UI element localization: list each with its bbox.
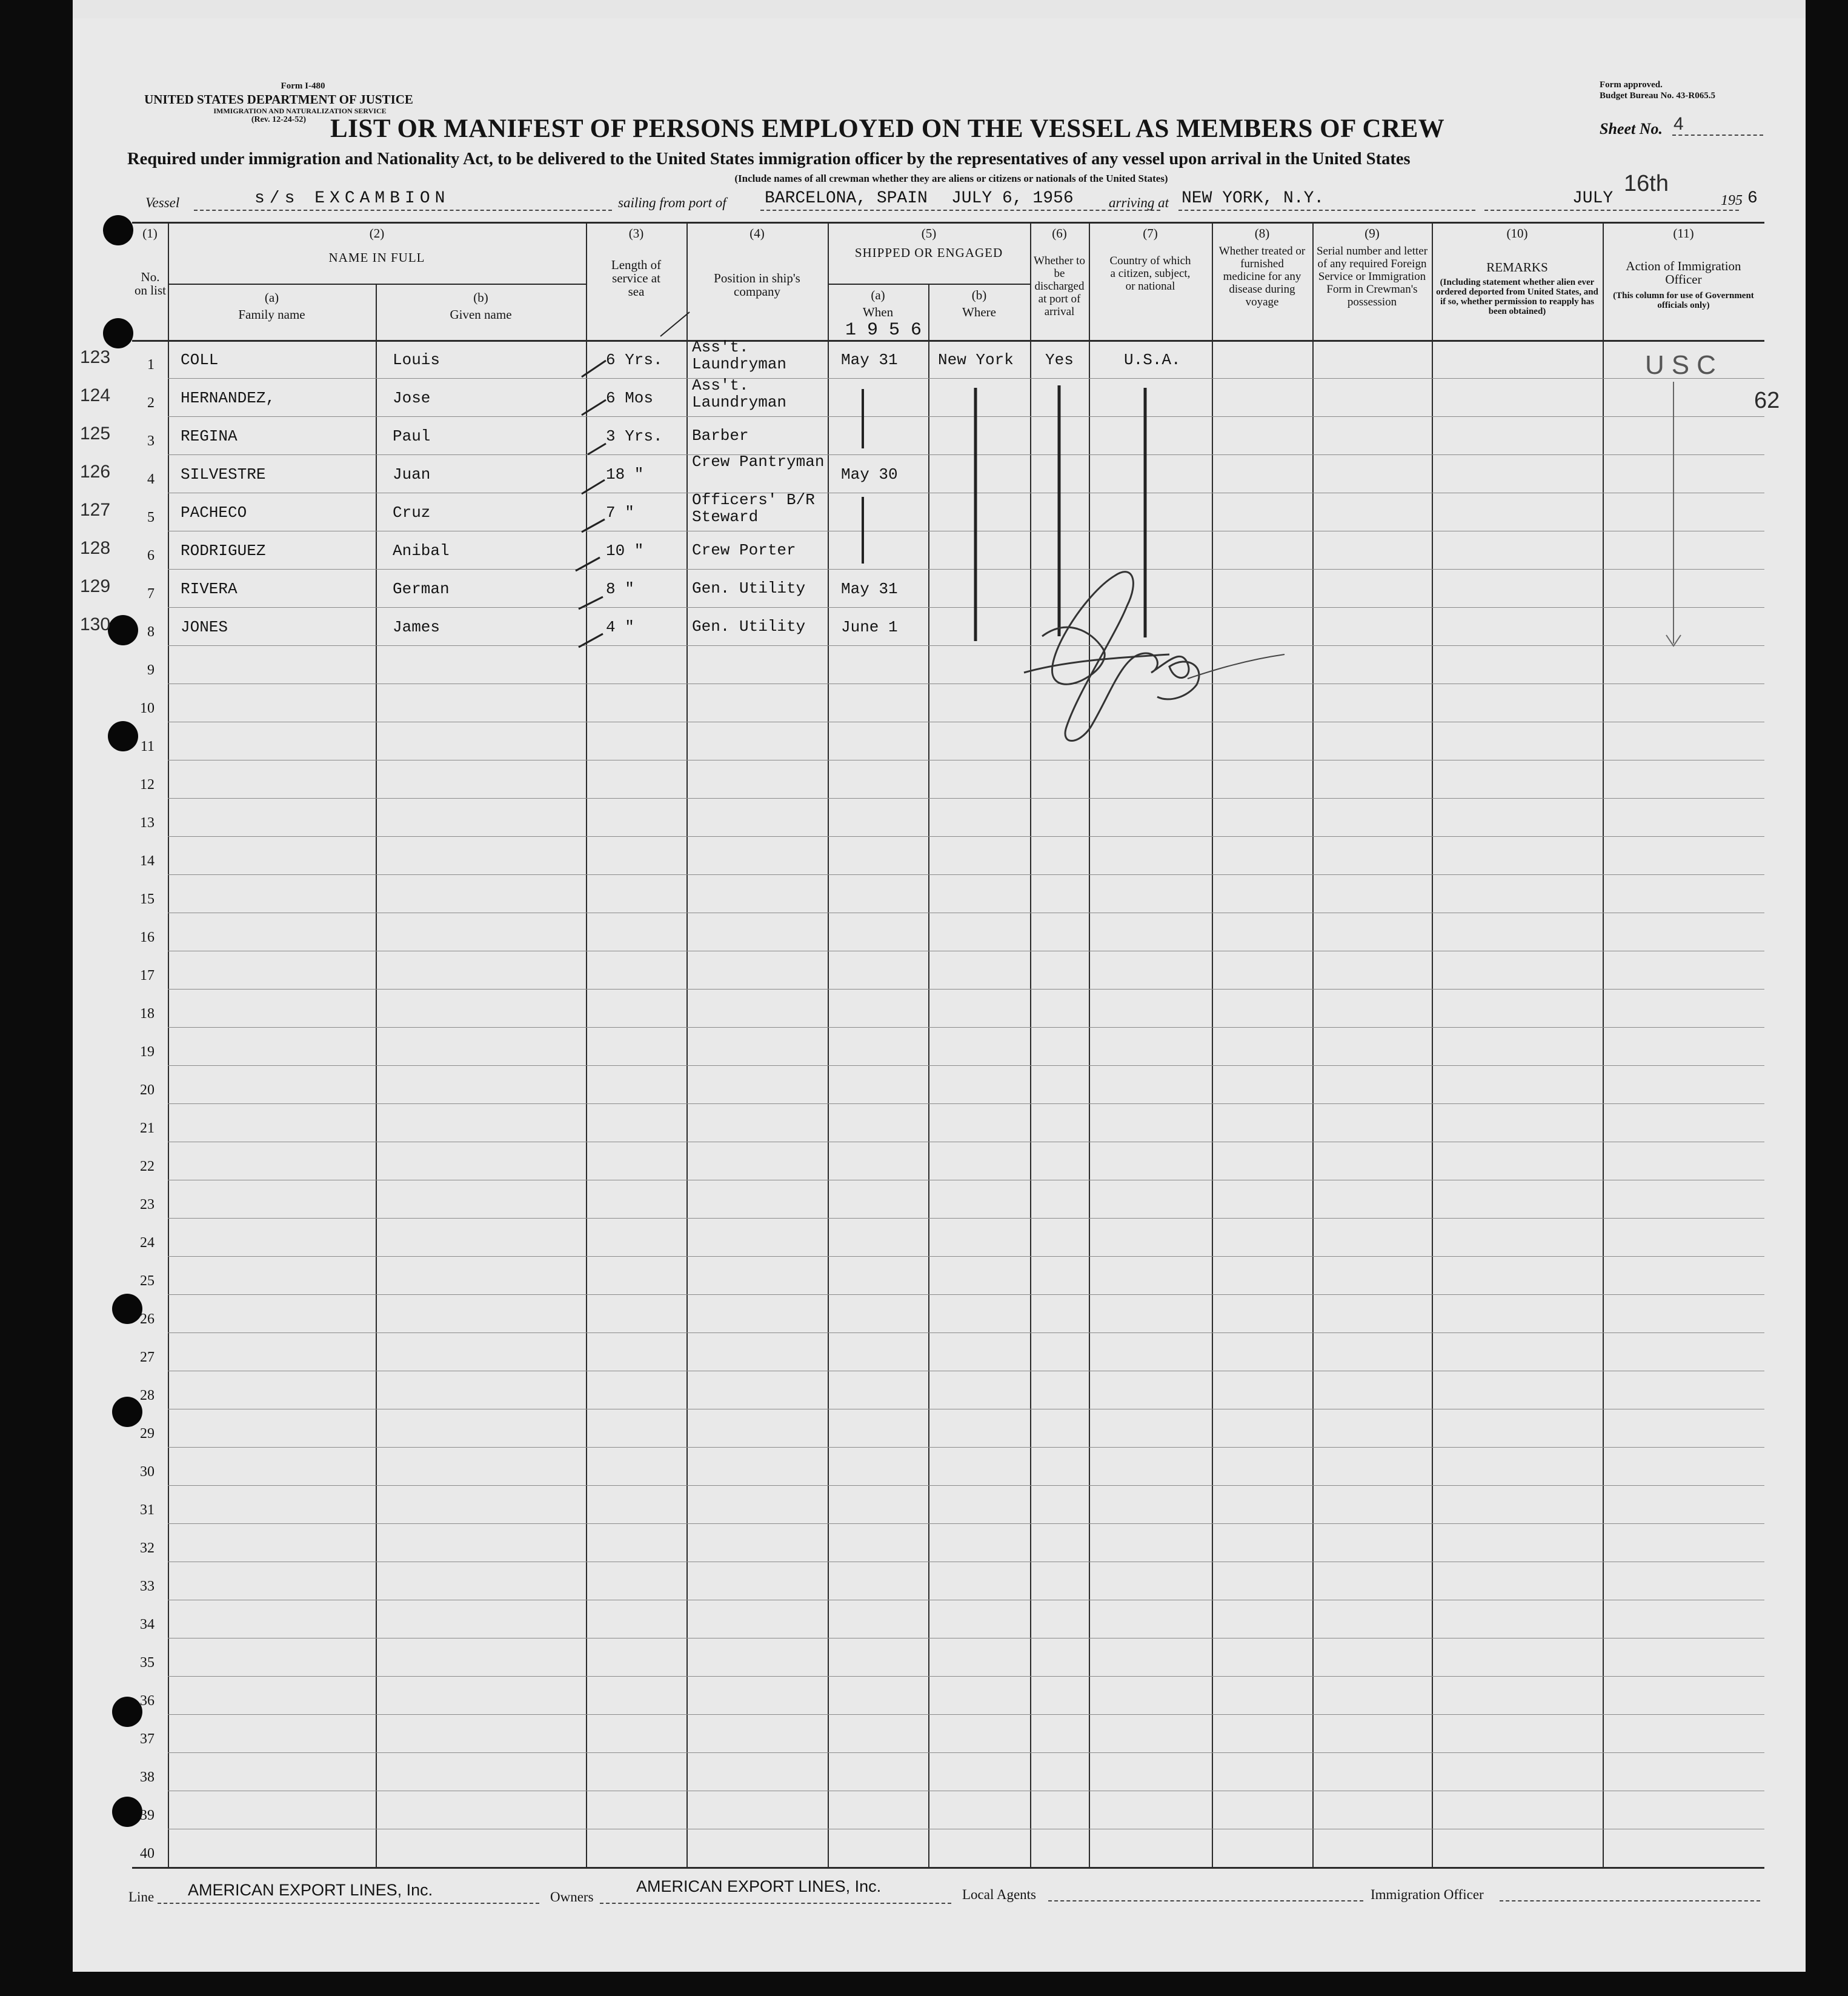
- row-number: 33: [140, 1578, 155, 1594]
- sheet-label: Sheet No.: [1600, 120, 1663, 138]
- row-number: 9: [147, 662, 155, 678]
- country: U.S.A.: [1124, 350, 1181, 369]
- col2a-label: Family name: [238, 307, 305, 322]
- shipped-when: May 31: [841, 350, 898, 369]
- side-number: 62: [1754, 388, 1780, 413]
- budget-bureau: Budget Bureau No. 43-R065.5: [1600, 91, 1715, 101]
- margin-number: 125: [80, 423, 111, 444]
- length-of-service: 3 Yrs.: [606, 427, 663, 445]
- position: Barber: [692, 426, 749, 445]
- family-name: SILVESTRE: [181, 465, 266, 484]
- col5a-label: When: [862, 305, 894, 319]
- col8-num: (8): [1254, 226, 1270, 241]
- row-number: 17: [140, 967, 155, 983]
- row-number: 38: [140, 1769, 155, 1785]
- col9-num: (9): [1364, 226, 1380, 241]
- family-name: REGINA: [181, 427, 238, 445]
- length-of-service: 18 ": [606, 465, 644, 484]
- length-of-service: 10 ": [606, 541, 644, 560]
- owners-name: AMERICAN EXPORT LINES, Inc.: [636, 1877, 882, 1895]
- row-number: 34: [140, 1616, 155, 1632]
- row-number: 37: [140, 1731, 155, 1747]
- col4-num: (4): [750, 226, 765, 241]
- row-number: 39: [140, 1807, 155, 1823]
- vessel-name: s/s EXCAMBION: [254, 189, 450, 208]
- col6-label: Whether to be discharged at port of arrival: [1034, 254, 1085, 318]
- col5b-label: Where: [962, 305, 996, 319]
- length-of-service: 7 ": [606, 503, 634, 522]
- row-number: 27: [140, 1349, 155, 1365]
- subtitle: Required under immigration and Nationality Act, to be delivered to the United States immigration officer by the representatives of any vessel upon arrival in the United States: [127, 150, 1411, 168]
- revision: (Rev. 12-24-52): [251, 115, 307, 124]
- row-number: 18: [140, 1005, 155, 1022]
- vessel-label: Vessel: [145, 195, 180, 210]
- given-name: German: [393, 579, 450, 598]
- form-number: Form I-480: [281, 81, 325, 91]
- sailing-label: sailing from port of: [618, 195, 726, 210]
- position: Crew Pantryman: [692, 452, 825, 471]
- margin-number: 129: [80, 576, 111, 596]
- col11-label: Action of Immigration Officer: [1626, 259, 1741, 287]
- given-name: James: [393, 617, 440, 636]
- arrival-port: NEW YORK, N.Y.: [1182, 189, 1325, 208]
- service-name: IMMIGRATION AND NATURALIZATION SERVICE: [213, 107, 387, 115]
- margin-number: 126: [80, 461, 111, 482]
- shipped-when: May 30: [841, 465, 898, 484]
- position: Ass't. Laundryman: [692, 338, 787, 373]
- col2-num: (2): [369, 226, 385, 241]
- family-name: PACHECO: [181, 503, 247, 522]
- include-note: (Include names of all crewman whether they are aliens or citizens or nationals of the United States): [734, 173, 1168, 184]
- position: Gen. Utility: [692, 617, 806, 636]
- shipped-when: June 1: [841, 617, 898, 636]
- row-number: 30: [140, 1463, 155, 1480]
- local-agents-label: Local Agents: [962, 1887, 1036, 1902]
- row-number: 25: [140, 1272, 155, 1289]
- col2b-num: (b): [473, 290, 488, 305]
- row-number: 3: [147, 433, 155, 449]
- col11-sub: (This column for use of Government officials only): [1613, 291, 1754, 310]
- col1-num: (1): [142, 226, 158, 241]
- col9-label: Serial number and letter of any required Foreign Service or Immigration Form in Crewman's possession: [1316, 245, 1428, 308]
- discharge: Yes: [1045, 350, 1074, 369]
- given-name: Louis: [393, 350, 440, 369]
- row-number: 15: [140, 891, 155, 907]
- family-name: RODRIGUEZ: [181, 541, 266, 560]
- row-number: 29: [140, 1425, 155, 1442]
- row-number: 6: [147, 547, 155, 564]
- row-number: 36: [140, 1692, 155, 1709]
- family-name: RIVERA: [181, 579, 238, 598]
- col7-num: (7): [1143, 226, 1158, 241]
- year-digit: 6: [1747, 189, 1758, 208]
- line-name: AMERICAN EXPORT LINES, Inc.: [188, 1881, 433, 1899]
- page-title: LIST OR MANIFEST OF PERSONS EMPLOYED ON THE VESSEL AS MEMBERS OF CREW: [330, 115, 1445, 143]
- position: Ass't. Laundryman: [692, 376, 787, 411]
- col1-label: No. on list: [135, 270, 166, 298]
- year-prefix: 195: [1721, 193, 1743, 208]
- length-of-service: 6 Yrs.: [606, 350, 663, 369]
- given-name: Cruz: [393, 503, 431, 522]
- margin-number: 124: [80, 385, 111, 405]
- department: UNITED STATES DEPARTMENT OF JUSTICE: [144, 92, 413, 107]
- margin-number: 123: [80, 347, 111, 367]
- shipped-when: May 31: [841, 579, 898, 598]
- agents-underline: [1048, 1900, 1363, 1901]
- row-number: 13: [140, 814, 155, 831]
- usc-annotation: USC: [1645, 350, 1723, 380]
- length-of-service: 4 ": [606, 617, 634, 636]
- col3-num: (3): [628, 226, 644, 241]
- col5a-num: (a): [871, 288, 885, 302]
- col5b-num: (b): [971, 288, 987, 302]
- col2-label: NAME IN FULL: [328, 250, 425, 265]
- row-number: 2: [147, 394, 155, 411]
- col8-label: Whether treated or furnished medicine for any disease during voyage: [1218, 245, 1306, 308]
- row-number: 26: [140, 1311, 155, 1327]
- col4-label: Position in ship's company: [714, 271, 800, 299]
- immigration-officer-label: Immigration Officer: [1371, 1887, 1484, 1902]
- given-name: Paul: [393, 427, 431, 445]
- length-of-service: 6 Mos: [606, 388, 654, 407]
- row-number: 21: [140, 1120, 155, 1136]
- given-name: Jose: [393, 388, 431, 407]
- col10-num: (10): [1506, 226, 1528, 241]
- arrival-day: 16th: [1624, 171, 1669, 196]
- margin-number: 127: [80, 499, 111, 520]
- row-number: 20: [140, 1082, 155, 1098]
- arriving-label: arriving at: [1109, 195, 1169, 210]
- departure-port: BARCELONA, SPAIN: [765, 189, 928, 208]
- col7-label: Country of which a citizen, subject, or national: [1109, 254, 1191, 293]
- given-name: Juan: [393, 465, 431, 484]
- form-approved: Form approved.: [1600, 80, 1663, 90]
- position: Officers' B/R Steward: [692, 490, 815, 526]
- col10-label: REMARKS: [1486, 260, 1548, 274]
- row-number: 16: [140, 929, 155, 945]
- row-number: 7: [147, 585, 155, 602]
- row-number: 32: [140, 1540, 155, 1556]
- sheet-number: 4: [1674, 114, 1684, 134]
- col10-sub: (Including statement whether alien ever ordered deported from United States, and if so, whether permission to reapply has been obtained): [1436, 278, 1598, 316]
- row-number: 28: [140, 1387, 155, 1403]
- row-number: 14: [140, 853, 155, 869]
- row-number: 8: [147, 624, 155, 640]
- line-underline: [158, 1903, 539, 1904]
- departure-date: JULY 6, 1956: [951, 189, 1074, 208]
- family-name: JONES: [181, 617, 228, 636]
- officer-underline: [1500, 1900, 1760, 1901]
- row-number: 23: [140, 1196, 155, 1213]
- col2a-num: (a): [264, 290, 279, 305]
- owners-label: Owners: [550, 1889, 594, 1905]
- line-label: Line: [128, 1889, 155, 1905]
- row-number: 40: [140, 1845, 155, 1861]
- length-of-service: 8 ": [606, 579, 634, 598]
- col2b-label: Given name: [450, 307, 512, 322]
- col5-label: SHIPPED OR ENGAGED: [854, 245, 1003, 260]
- col11-num: (11): [1673, 226, 1694, 241]
- family-name: HERNANDEZ,: [181, 388, 276, 407]
- row-number: 4: [147, 471, 155, 487]
- col3-label: Length of service at sea: [611, 258, 662, 299]
- row-number: 19: [140, 1043, 155, 1060]
- row-number: 5: [147, 509, 155, 525]
- arrival-month: JULY: [1572, 189, 1614, 208]
- shipped-year: 1 9 5 6: [845, 320, 922, 341]
- row-number: 11: [140, 738, 155, 754]
- row-number: 35: [140, 1654, 155, 1671]
- given-name: Anibal: [393, 541, 450, 560]
- row-number: 1: [147, 356, 155, 373]
- position: Gen. Utility: [692, 579, 806, 597]
- family-name: COLL: [181, 350, 219, 369]
- row-number: 31: [140, 1502, 155, 1518]
- owners-underline: [600, 1903, 951, 1904]
- col6-num: (6): [1052, 226, 1067, 241]
- row-number: 12: [140, 776, 155, 793]
- row-number: 24: [140, 1234, 155, 1251]
- row-number: 10: [140, 700, 155, 716]
- position: Crew Porter: [692, 541, 796, 559]
- col5-num: (5): [921, 226, 937, 241]
- shipped-where: New York: [938, 350, 1014, 369]
- margin-number: 130: [80, 614, 111, 634]
- margin-number: 128: [80, 537, 111, 558]
- row-number: 22: [140, 1158, 155, 1174]
